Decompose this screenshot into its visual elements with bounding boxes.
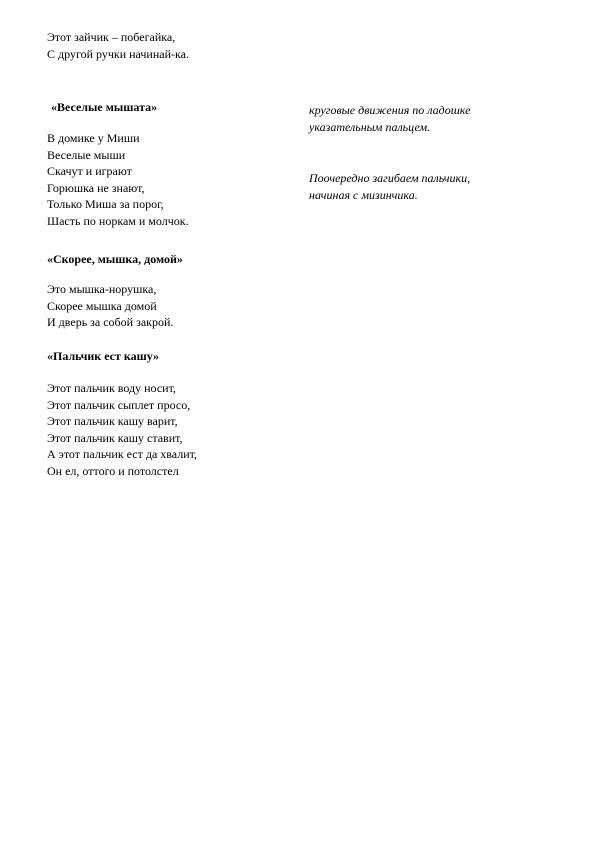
section-title: «Веселые мышата» — [51, 100, 158, 114]
poem-verse — [47, 281, 173, 331]
verse-line: В домике у Миши — [47, 131, 140, 145]
verse-line: Этот пальчик воду носит, — [47, 381, 176, 395]
verse-line: Веселые мыши — [47, 147, 126, 162]
instruction-note — [309, 102, 470, 135]
verse-line: Горюшка не знают, — [47, 180, 145, 195]
verse-line: Шасть по норкам и молчок. — [47, 213, 189, 228]
verse-line: Только Миша за порог, — [47, 197, 164, 211]
verse-line: А этот пальчик ест да хвалит, — [47, 447, 197, 461]
intro-verse — [47, 29, 189, 62]
verse-line: Этот пальчик кашу варит, — [47, 414, 178, 428]
note-line: круговые движения по ладошке — [309, 103, 471, 117]
verse-line: Скорее мышка домой — [47, 298, 157, 313]
verse-line: Этот пальчик кашу ставит, — [47, 430, 183, 445]
section-title: «Пальчик ест кашу» — [47, 349, 160, 363]
verse-line: Это мышка-норушка, — [47, 282, 157, 296]
verse-line: Скачут и играют — [47, 164, 132, 178]
verse-line: Этот пальчик сыплет просо, — [47, 397, 191, 412]
poem-verse — [47, 130, 189, 229]
instruction-note — [309, 170, 470, 203]
note-line: начиная с мизинчика. — [309, 187, 418, 202]
verse-line: Этот зайчик – побегайка, — [47, 30, 176, 44]
note-line: указательным пальцем. — [309, 119, 431, 134]
verse-line: И дверь за собой закрой. — [47, 315, 174, 329]
section-title: «Скорее, мышка, домой» — [47, 252, 183, 266]
verse-line: Он ел, оттого и потолстел — [47, 463, 179, 478]
verse-line: С другой ручки начинай-ка. — [47, 46, 189, 61]
poem-verse — [47, 380, 197, 479]
note-line: Поочередно загибаем пальчики, — [309, 171, 471, 185]
